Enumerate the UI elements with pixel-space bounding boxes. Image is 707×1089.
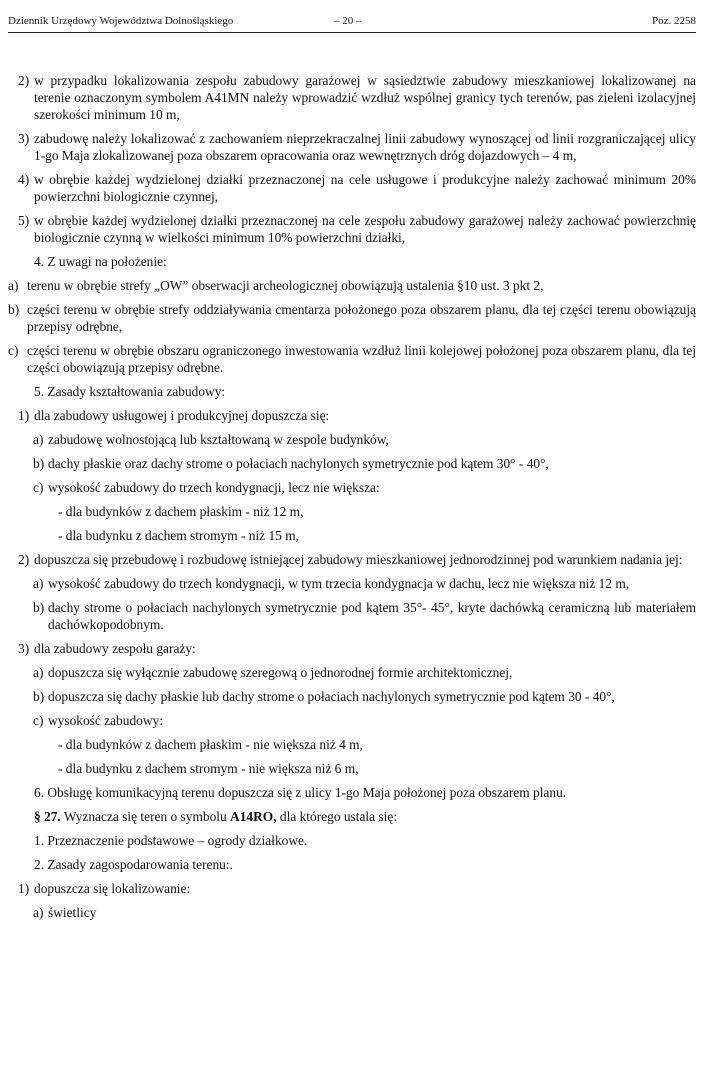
list-item [8, 277, 696, 294]
item-text: części terenu w obrębie strefy oddziaływania cmentarza położonego poza obszarem planu, dla tej części terenu obowiązują przepisy odrębne, [27, 302, 696, 334]
section-heading: 6. Obsługę komunikacyjną terenu dopuszcza się z ulicy 1-go Maja położonej poza obszarem planu. [34, 785, 567, 800]
item-label: a) [33, 665, 44, 680]
section-heading: 2. Zasady zagospodarowania terenu:. [34, 857, 233, 872]
item-text: w przypadku lokalizowania zespołu zabudowy garażowej w sąsiedztwie zabudowy mieszkaniowej lokalizowanej na terenie oznaczonym symbolem A41MN należy wprowadzić wzdłuż wspólnej granicy tych terenów, pas zieleni izolacyjnej szerokości minimum 10 m, [34, 73, 696, 122]
item-text: części terenu w obrębie obszaru ograniczonego inwestowania wzdłuż linii kolejowej położonej poza obszarem planu, dla tej części obowiązują przepisy odrębne. [27, 343, 696, 375]
item-text: dopuszcza się lokalizowanie: [34, 881, 191, 896]
area-symbol: A14RO, [230, 809, 277, 824]
item-label: a) [8, 278, 19, 293]
section-lead: Wyznacza się teren o symbolu [63, 809, 227, 824]
paragraph-27 [8, 808, 696, 825]
item-text: dopuszcza się dachy płaskie lub dachy strome o połaciach nachylonych symetrycznie pod kątem 30 - 40°, [48, 689, 615, 704]
list-item [8, 575, 696, 592]
item-text: zabudowę wolnostojącą lub kształtowaną w zespole budynków, [48, 432, 389, 447]
item-text: wysokość zabudowy: [48, 713, 163, 728]
item-label: b) [8, 302, 20, 317]
list-item [8, 171, 696, 205]
list-item [8, 130, 696, 164]
list-item [8, 599, 696, 633]
item-text: świetlicy [48, 905, 97, 920]
item-label: 1) [18, 881, 30, 896]
page-number: – 20 – [334, 15, 362, 27]
item-label: c) [8, 343, 19, 358]
section-heading: 4. Z uwagi na położenie: [34, 254, 167, 269]
list-item [8, 431, 696, 448]
list-item [8, 712, 696, 729]
item-text: w obrębie każdej wydzielonej działki przeznaczonej na cele usługowe i produkcyjne należy zachować minimum 20% powierzchni biologicznie czynnej, [34, 172, 696, 204]
item-label: c) [33, 713, 44, 728]
item-text: wysokość zabudowy do trzech kondygnacji, w tym trzecia kondygnacja w dachu, lecz nie większa niż 12 m, [48, 576, 630, 591]
item-text: wysokość zabudowy do trzech kondygnacji, lecz nie większa: [48, 480, 380, 495]
item-label: 2) [18, 73, 30, 88]
list-item [8, 479, 696, 496]
item-text: w obrębie każdej wydzielonej działki przeznaczonej na cele zespołu zabudowy garażowej należy zachować powierzchnię biologicznie czynną w wielkości minimum 10% powierzchni działki, [34, 213, 696, 245]
list-item [8, 551, 696, 568]
dash-item: - dla budynku z dachem stromym - nie większa niż 6 m, [58, 761, 359, 776]
section-tail: dla którego ustala się: [279, 809, 398, 824]
item-text: dla zabudowy usługowej i produkcyjnej dopuszcza się: [34, 408, 330, 423]
item-text: dachy strome o połaciach nachylonych symetrycznie pod kątem 35°- 45°, kryte dachówką ceramiczną lub materiałem dachówkopodobnym. [48, 600, 696, 632]
item-label: a) [33, 905, 44, 920]
item-text: terenu w obrębie strefy „OW” obserwacji archeologicznej obowiązują ustalenia §10 ust. 3 pkt 2, [27, 278, 544, 293]
item-label: 3) [18, 641, 30, 656]
item-label: b) [33, 456, 45, 471]
item-text: dopuszcza się przebudowę i rozbudowę istniejącej zabudowy mieszkaniowej jednorodzinnej pod warunkiem nadania jej: [34, 552, 683, 567]
list-item [8, 688, 696, 705]
item-label: 3) [18, 131, 30, 146]
section-heading: 1. Przeznaczenie podstawowe – ogrody działkowe. [34, 833, 308, 848]
dash-item: - dla budynków z dachem płaskim - nie większa niż 4 m, [58, 737, 363, 752]
item-label: b) [33, 600, 45, 615]
page-header [8, 10, 696, 33]
document-body [8, 72, 696, 928]
list-item [8, 904, 696, 921]
list-item [8, 301, 696, 335]
list-item [8, 212, 696, 246]
item-label: 2) [18, 552, 30, 567]
list-item [8, 664, 696, 681]
list-item [8, 880, 696, 897]
list-item [8, 640, 696, 657]
journal-title: Dziennik Urzędowy Województwa Dolnośląskiego [8, 15, 234, 27]
list-item [8, 455, 696, 472]
list-item [8, 342, 696, 376]
item-label: a) [33, 576, 44, 591]
dash-item: - dla budynków z dachem płaskim - niż 12 m, [58, 504, 304, 519]
item-label: a) [33, 432, 44, 447]
position-number: Poz. 2258 [652, 15, 696, 27]
item-label: b) [33, 689, 45, 704]
item-text: dla zabudowy zespołu garaży: [34, 641, 196, 656]
item-text: dopuszcza się wyłącznie zabudowę szeregową o jednorodnej formie architektonicznej, [48, 665, 513, 680]
list-item [8, 407, 696, 424]
item-label: 4) [18, 172, 30, 187]
list-item [8, 72, 696, 123]
section-heading: 5. Zasady kształtowania zabudowy: [34, 384, 226, 399]
item-text: zabudowę należy lokalizować z zachowaniem nieprzekraczalnej linii zabudowy wynoszącej od linii rozgraniczającej ulicy 1-go Maja zlokalizowanej poza obszarem opracowania oraz wewnętrznych dróg dojazdowych – 4 m, [34, 131, 696, 163]
item-text: dachy płaskie oraz dachy strome o połaciach nachylonych symetrycznie pod kątem 30° - 40°, [48, 456, 549, 471]
dash-item: - dla budynku z dachem stromym - niż 15 m, [58, 528, 299, 543]
item-label: 5) [18, 213, 30, 228]
item-label: 1) [18, 408, 30, 423]
section-number: § 27. [34, 809, 61, 824]
item-label: c) [33, 480, 44, 495]
